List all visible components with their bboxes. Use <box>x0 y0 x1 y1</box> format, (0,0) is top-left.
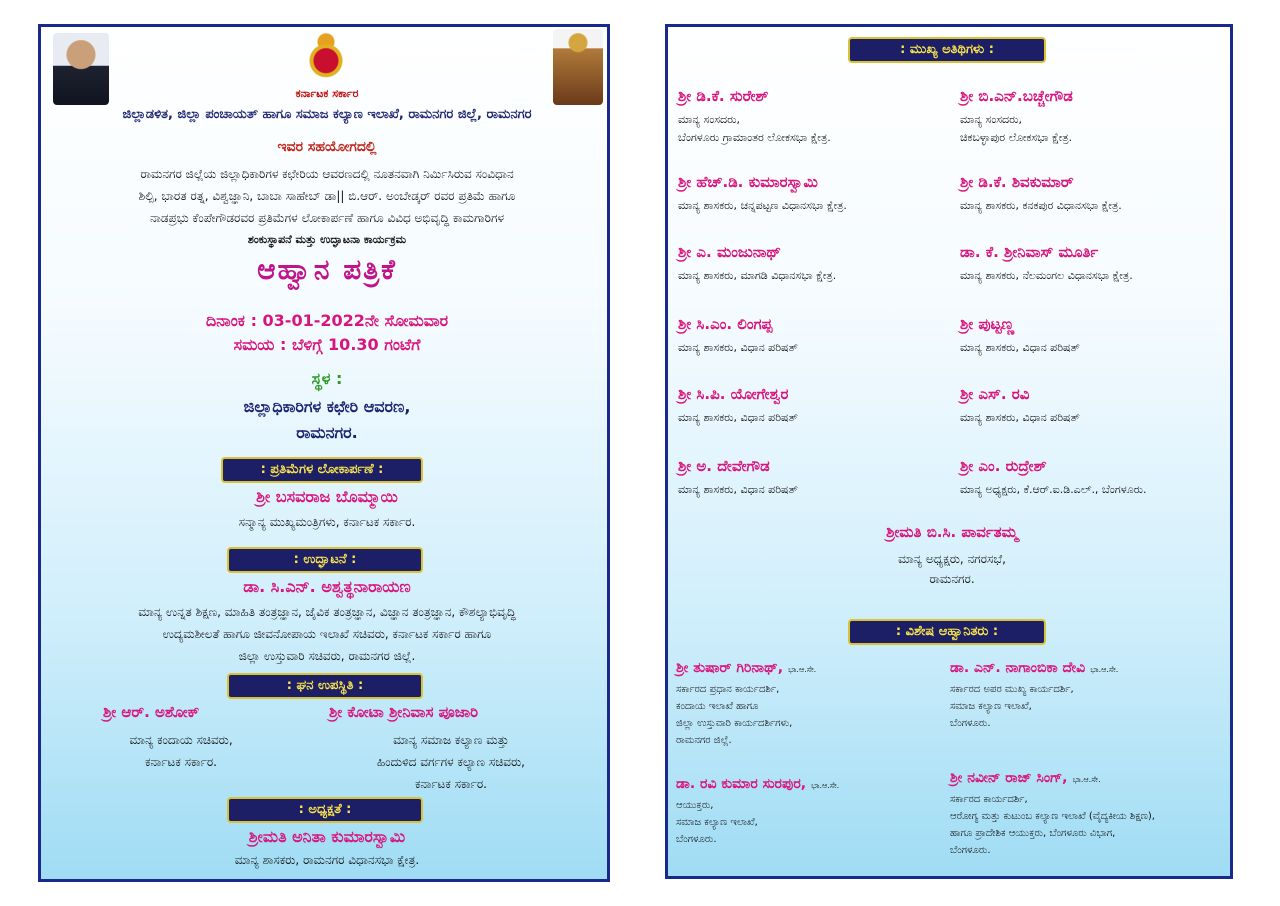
guest-title: ಮಾನ್ಯ ಶಾಸಕರು, ವಿಧಾನ ಪರಿಷತ್ <box>960 411 1080 424</box>
section-chief-guests: : ಮುಖ್ಯ ಅತಿಥಿಗಳು : <box>848 37 1046 63</box>
special-invitee <box>950 767 1101 786</box>
guest-name: ಶ್ರೀ ಡಿ.ಕೆ. ಸುರೇಶ್ <box>678 87 769 105</box>
special-invitee-title <box>676 681 792 749</box>
guest-title-line: ರಾಮನಗರ. <box>929 572 975 586</box>
special-invitee-title-line: ರಾಮನಗರ ಜಿಲ್ಲೆ. <box>676 735 732 746</box>
special-invitee-title-line: ಬೆಂಗಳೂರು. <box>676 834 717 845</box>
special-invitee <box>676 773 839 792</box>
guest-title-line: ಮಾನ್ಯ ಸಂಸದರು, <box>960 113 1022 126</box>
presence-title-line: ಕರ್ನಾಟಕ ಸರ್ಕಾರ. <box>145 755 217 769</box>
guest-title: ಮಾನ್ಯ ಅಧ್ಯಕ್ಷರು, ಕೆ.ಆರ್.ಐ.ಡಿ.ಎಲ್., ಬೆಂಗಳೂರು. <box>960 483 1147 496</box>
special-invitee-title-line: ಸರ್ಕಾರದ ಪ್ರಧಾನ ಕಾರ್ಯದರ್ಶಿ, <box>676 684 780 695</box>
ias-suffix: ಭಾ.ಆ.ಸೇ. <box>1072 775 1101 784</box>
inaugurator-title-line: ಮಾನ್ಯ ಉನ್ನತ ಶಿಕ್ಷಣ, ಮಾಹಿತಿ ತಂತ್ರಜ್ಞಾನ, ಜೈವಿಕ ತಂತ್ರಜ್ಞಾನ, ವಿಜ್ಞಾನ ತಂತ್ರಜ್ಞಾನ, ಕೌಶಲ್ಯಾಭಿವೃದ್ಧಿ <box>138 605 516 619</box>
guest-title: ಮಾನ್ಯ ಶಾಸಕರು, ವಿಧಾನ ಪರಿಷತ್ <box>960 341 1080 354</box>
president-title: ಮಾನ್ಯ ಶಾಸಕರು, ರಾಮನಗರ ವಿಧಾನಸಭಾ ಕ್ಷೇತ್ರ. <box>234 853 420 867</box>
time-line: ಸಮಯ : ಬೆಳಿಗ್ಗೆ 10.30 ಗಂಟೆಗೆ <box>233 335 421 354</box>
ias-suffix: ಭಾ.ಆ.ಸೇ. <box>788 665 817 674</box>
special-invitee-title <box>676 797 758 848</box>
presence-title <box>331 729 571 795</box>
guest-name: ಶ್ರೀಮತಿ ಬಿ.ಸಿ. ಪಾರ್ವತಮ್ಮ <box>886 523 1018 541</box>
venue-label: ಸ್ಥಳ : <box>311 369 343 388</box>
chief-minister-title: ಸನ್ಮಾನ್ಯ ಮುಖ್ಯಮಂತ್ರಿಗಳು, ಕರ್ನಾಟಕ ಸರ್ಕಾರ. <box>238 515 416 529</box>
program-line: ಶಂಕುಸ್ಥಾಪನೆ ಮತ್ತು ಉದ್ಘಾಟನಾ ಕಾರ್ಯಕ್ರಮ <box>247 233 407 246</box>
guest-name: ಶ್ರೀ ಡಿ.ಕೆ. ಶಿವಕುಮಾರ್ <box>960 173 1074 191</box>
special-invitee-name: ಶ್ರೀ ನವೀನ್ ರಾಜ್ ಸಿಂಗ್, <box>950 770 1068 786</box>
guest-title: ಮಾನ್ಯ ಶಾಸಕರು, ಕನಕಪುರ ವಿಧಾನಸಭಾ ಕ್ಷೇತ್ರ. <box>960 199 1122 212</box>
guest-title: ಮಾನ್ಯ ಶಾಸಕರು, ನೆಲಮಂಗಲ ವಿಧಾನಸಭಾ ಕ್ಷೇತ್ರ. <box>960 269 1133 282</box>
guest-title-line: ಚಿಕಬಳ್ಳಾಪುರ ಲೋಕಸಭಾ ಕ್ಷೇತ್ರ. <box>960 131 1073 144</box>
guest-name: ಡಾ. ಕೆ. ಶ್ರೀನಿವಾಸ್ ಮೂರ್ತಿ <box>960 243 1099 261</box>
section-inauguration: : ಉದ್ಘಾಟನೆ : <box>227 547 423 573</box>
special-invitee <box>676 657 816 676</box>
special-invitee-title-line: ಹಾಗೂ ಪ್ರಾದೇಶಿಕ ಆಯುಕ್ತರು, ಬೆಂಗಳೂರು ವಿಭಾಗ, <box>950 828 1116 839</box>
description-line: ನಾಡಪ್ರಭು ಕೆಂಪೇಗೌಡರವರ ಪ್ರತಿಮೆಗಳ ಲೋಕಾರ್ಪಣೆ ಹಾಗೂ ವಿವಿಧ ಅಭಿವೃದ್ಧಿ ಕಾಮಗಾರಿಗಳ <box>149 211 505 225</box>
guest-title <box>678 111 831 147</box>
guest-name: ಶ್ರೀ ಸಿ.ಎಂ. ಲಿಂಗಪ್ಪ <box>678 315 773 333</box>
inaugurator-name: ಡಾ. ಸಿ.ಎನ್. ಅಶ್ವತ್ಥನಾರಾಯಣ <box>243 577 411 596</box>
president-name: ಶ್ರೀಮತಿ ಅನಿತಾ ಕುಮಾರಸ್ವಾಮಿ <box>248 827 406 846</box>
guest-title-line: ಬೆಂಗಳೂರು ಗ್ರಾಮಾಂತರ ಲೋಕಸಭಾ ಕ್ಷೇತ್ರ. <box>678 131 831 144</box>
presence-title-line: ಮಾನ್ಯ ಸಮಾಜ ಕಲ್ಯಾಣ ಮತ್ತು <box>393 733 509 747</box>
guest-title: ಮಾನ್ಯ ಶಾಸಕರು, ವಿಧಾನ ಪರಿಷತ್ <box>678 411 798 424</box>
guest-name: ಶ್ರೀ ಬಿ.ಎನ್.ಬಚ್ಚೇಗೌಡ <box>960 87 1073 105</box>
invitation-right-page <box>665 24 1233 879</box>
special-invitee-title-line: ಸಮಾಜ ಕಲ್ಯಾಣ ಇಲಾಖೆ, <box>676 817 758 828</box>
venue-line-1: ಜಿಲ್ಲಾಧಿಕಾರಿಗಳ ಕಛೇರಿ ಆವರಣ, <box>243 397 411 416</box>
presence-title-line: ಹಿಂದುಳಿದ ವರ್ಗಗಳ ಕಲ್ಯಾಣ ಸಚಿವರು, <box>377 755 525 769</box>
event-description <box>41 163 610 229</box>
special-invitee-name: ಡಾ. ಎನ್. ನಾಗಾಂಬಿಕಾ ದೇವಿ <box>950 660 1086 676</box>
inaugurator-titles <box>41 601 610 667</box>
guest-name: ಶ್ರೀ ಹೆಚ್.ಡಿ. ಕುಮಾರಸ್ವಾಮಿ <box>678 173 818 191</box>
special-invitee-title <box>950 791 1155 859</box>
guest-name: ಶ್ರೀ ಅ. ದೇವೇಗೌಡ <box>678 457 770 475</box>
department-line: ಜಿಲ್ಲಾಡಳಿತ, ಜಿಲ್ಲಾ ಪಂಚಾಯತ್ ಹಾಗೂ ಸಮಾಜ ಕಲ್ಯಾಣ ಇಲಾಖೆ, ರಾಮನಗರ ಜಿಲ್ಲೆ, ರಾಮನಗರ <box>122 107 532 122</box>
section-presence: : ಘನ ಉಪಸ್ಥಿತಿ : <box>227 673 423 699</box>
special-invitee-title-line: ಕಂದಾಯ ಇಲಾಖೆ ಹಾಗೂ <box>676 701 759 712</box>
venue-line-2: ರಾಮನಗರ. <box>296 423 358 442</box>
invitation-left-page <box>38 24 610 882</box>
invitation-title: ಆಹ್ವಾನ ಪತ್ರಿಕೆ <box>257 253 397 286</box>
special-invitee-title-line: ಬೆಂಗಳೂರು. <box>950 845 991 856</box>
guest-name: ಶ್ರೀ ಎ. ಮಂಜುನಾಥ್ <box>678 243 781 261</box>
cooperation-heading: ಇವರ ಸಹಯೋಗದಲ್ಲಿ <box>277 139 377 155</box>
description-line: ರಾಮನಗರ ಜಿಲ್ಲೆಯ ಜಿಲ್ಲಾಧಿಕಾರಿಗಳ ಕಛೇರಿಯ ಆವರಣದಲ್ಲಿ ನೂತನವಾಗಿ ನಿರ್ಮಿಸಿರುವ ಸಂವಿಧಾನ <box>140 167 514 181</box>
special-invitee-title-line: ಆಯುಕ್ತರು, <box>676 800 714 811</box>
guest-name: ಶ್ರೀ ಎಂ. ರುದ್ರೇಶ್ <box>960 457 1047 475</box>
special-invitee-title-line: ಸರ್ಕಾರದ ಅಪರ ಮುಖ್ಯ ಕಾರ್ಯದರ್ಶಿ, <box>950 684 1074 695</box>
special-invitee-name: ಶ್ರೀ ತುಷಾರ್ ಗಿರಿನಾಥ್, <box>676 660 784 676</box>
section-statue-unveiling: : ಪ್ರತಿಮೆಗಳ ಲೋಕಾರ್ಪಣೆ : <box>221 457 423 483</box>
section-special-invitees: : ವಿಶೇಷ ಆಹ್ವಾನಿತರು : <box>848 619 1046 645</box>
presence-title <box>81 729 281 773</box>
guest-title <box>668 549 1233 589</box>
presence-name: ಶ್ರೀ ಕೋಟಾ ಶ್ರೀನಿವಾಸ ಪೂಜಾರಿ <box>329 703 479 721</box>
ias-suffix: ಭಾ.ಆ.ಸೇ. <box>811 781 840 790</box>
inaugurator-title-line: ಉದ್ಯಮಶೀಲತೆ ಹಾಗೂ ಜೀವನೋಪಾಯ ಇಲಾಖೆ ಸಚಿವರು, ಕರ್ನಾಟಕ ಸರ್ಕಾರ ಹಾಗೂ <box>162 627 492 641</box>
chief-minister-name: ಶ್ರೀ ಬಸವರಾಜ ಬೊಮ್ಮಾಯಿ <box>256 487 398 506</box>
guest-name: ಶ್ರೀ ಎಸ್. ರವಿ <box>960 385 1030 403</box>
special-invitee-title-line: ಸಮಾಜ ಕಲ್ಯಾಣ ಇಲಾಖೆ, <box>950 701 1032 712</box>
ias-suffix: ಭಾ.ಆ.ಸೇ. <box>1090 665 1119 674</box>
presence-name: ಶ್ರೀ ಆರ್. ಅಶೋಕ್ <box>103 703 200 721</box>
guest-title: ಮಾನ್ಯ ಶಾಸಕರು, ವಿಧಾನ ಪರಿಷತ್ <box>678 341 798 354</box>
special-invitee-title-line: ಜಿಲ್ಲಾ ಉಸ್ತುವಾರಿ ಕಾರ್ಯದರ್ಶಿಗಳು, <box>676 718 793 729</box>
guest-title <box>960 111 1072 147</box>
guest-title: ಮಾನ್ಯ ಶಾಸಕರು, ವಿಧಾನ ಪರಿಷತ್ <box>678 483 798 496</box>
presence-title-line: ಮಾನ್ಯ ಕಂದಾಯ ಸಚಿವರು, <box>129 733 233 747</box>
special-invitee-title-line: ಆರೋಗ್ಯ ಮತ್ತು ಕುಟುಂಬ ಕಲ್ಯಾಣ ಇಲಾಖೆ (ವೈದ್ಯಕೀಯ ಶಿಕ್ಷಣ), <box>950 811 1155 822</box>
guest-title: ಮಾನ್ಯ ಶಾಸಕರು, ಚನ್ನಪಟ್ಟಣ ವಿಧಾನಸಭಾ ಕ್ಷೇತ್ರ. <box>678 199 847 212</box>
special-invitee <box>950 657 1118 676</box>
special-invitee-title <box>950 681 1074 732</box>
date-line: ದಿನಾಂಕ : 03-01-2022ನೇ ಸೋಮವಾರ <box>205 311 449 330</box>
guest-name: ಶ್ರೀ ಪುಟ್ಟಣ್ಣ <box>960 315 1015 333</box>
guest-title: ಮಾನ್ಯ ಶಾಸಕರು, ಮಾಗಡಿ ವಿಧಾನಸಭಾ ಕ್ಷೇತ್ರ. <box>678 269 837 282</box>
govt-label: ಕರ್ನಾಟಕ ಸರ್ಕಾರ <box>295 87 359 100</box>
special-invitee-name: ಡಾ. ರವಿ ಕುಮಾರ ಸುರಪುರ, <box>676 776 807 792</box>
guest-title-line: ಮಾನ್ಯ ಸಂಸದರು, <box>678 113 740 126</box>
special-invitee-title-line: ಸರ್ಕಾರದ ಕಾರ್ಯದರ್ಶಿ, <box>950 794 1028 805</box>
guest-title-line: ಮಾನ್ಯ ಅಧ್ಯಕ್ಷರು, ನಗರಸಭೆ, <box>898 552 1006 566</box>
description-line: ಶಿಲ್ಪಿ, ಭಾರತ ರತ್ನ, ವಿಶ್ವಜ್ಞಾನಿ, ಬಾಬಾ ಸಾಹೇಬ್ ಡಾ|| ಬಿ.ಆರ್. ಅಂಬೇಡ್ಕರ್ ರವರ ಪ್ರತಿಮೆ ಹಾಗೂ <box>138 189 516 203</box>
inaugurator-title-line: ಜಿಲ್ಲಾ ಉಸ್ತುವಾರಿ ಸಚಿವರು, ರಾಮನಗರ ಜಿಲ್ಲೆ. <box>238 649 416 663</box>
karnataka-emblem-icon <box>297 31 355 85</box>
special-invitee-title-line: ಬೆಂಗಳೂರು. <box>950 718 991 729</box>
presence-title-line: ಕರ್ನಾಟಕ ಸರ್ಕಾರ. <box>415 777 487 791</box>
guest-name: ಶ್ರೀ ಸಿ.ಪಿ. ಯೋಗೇಶ್ವರ <box>678 385 789 403</box>
section-presidency: : ಅಧ್ಯಕ್ಷತೆ : <box>227 797 423 823</box>
